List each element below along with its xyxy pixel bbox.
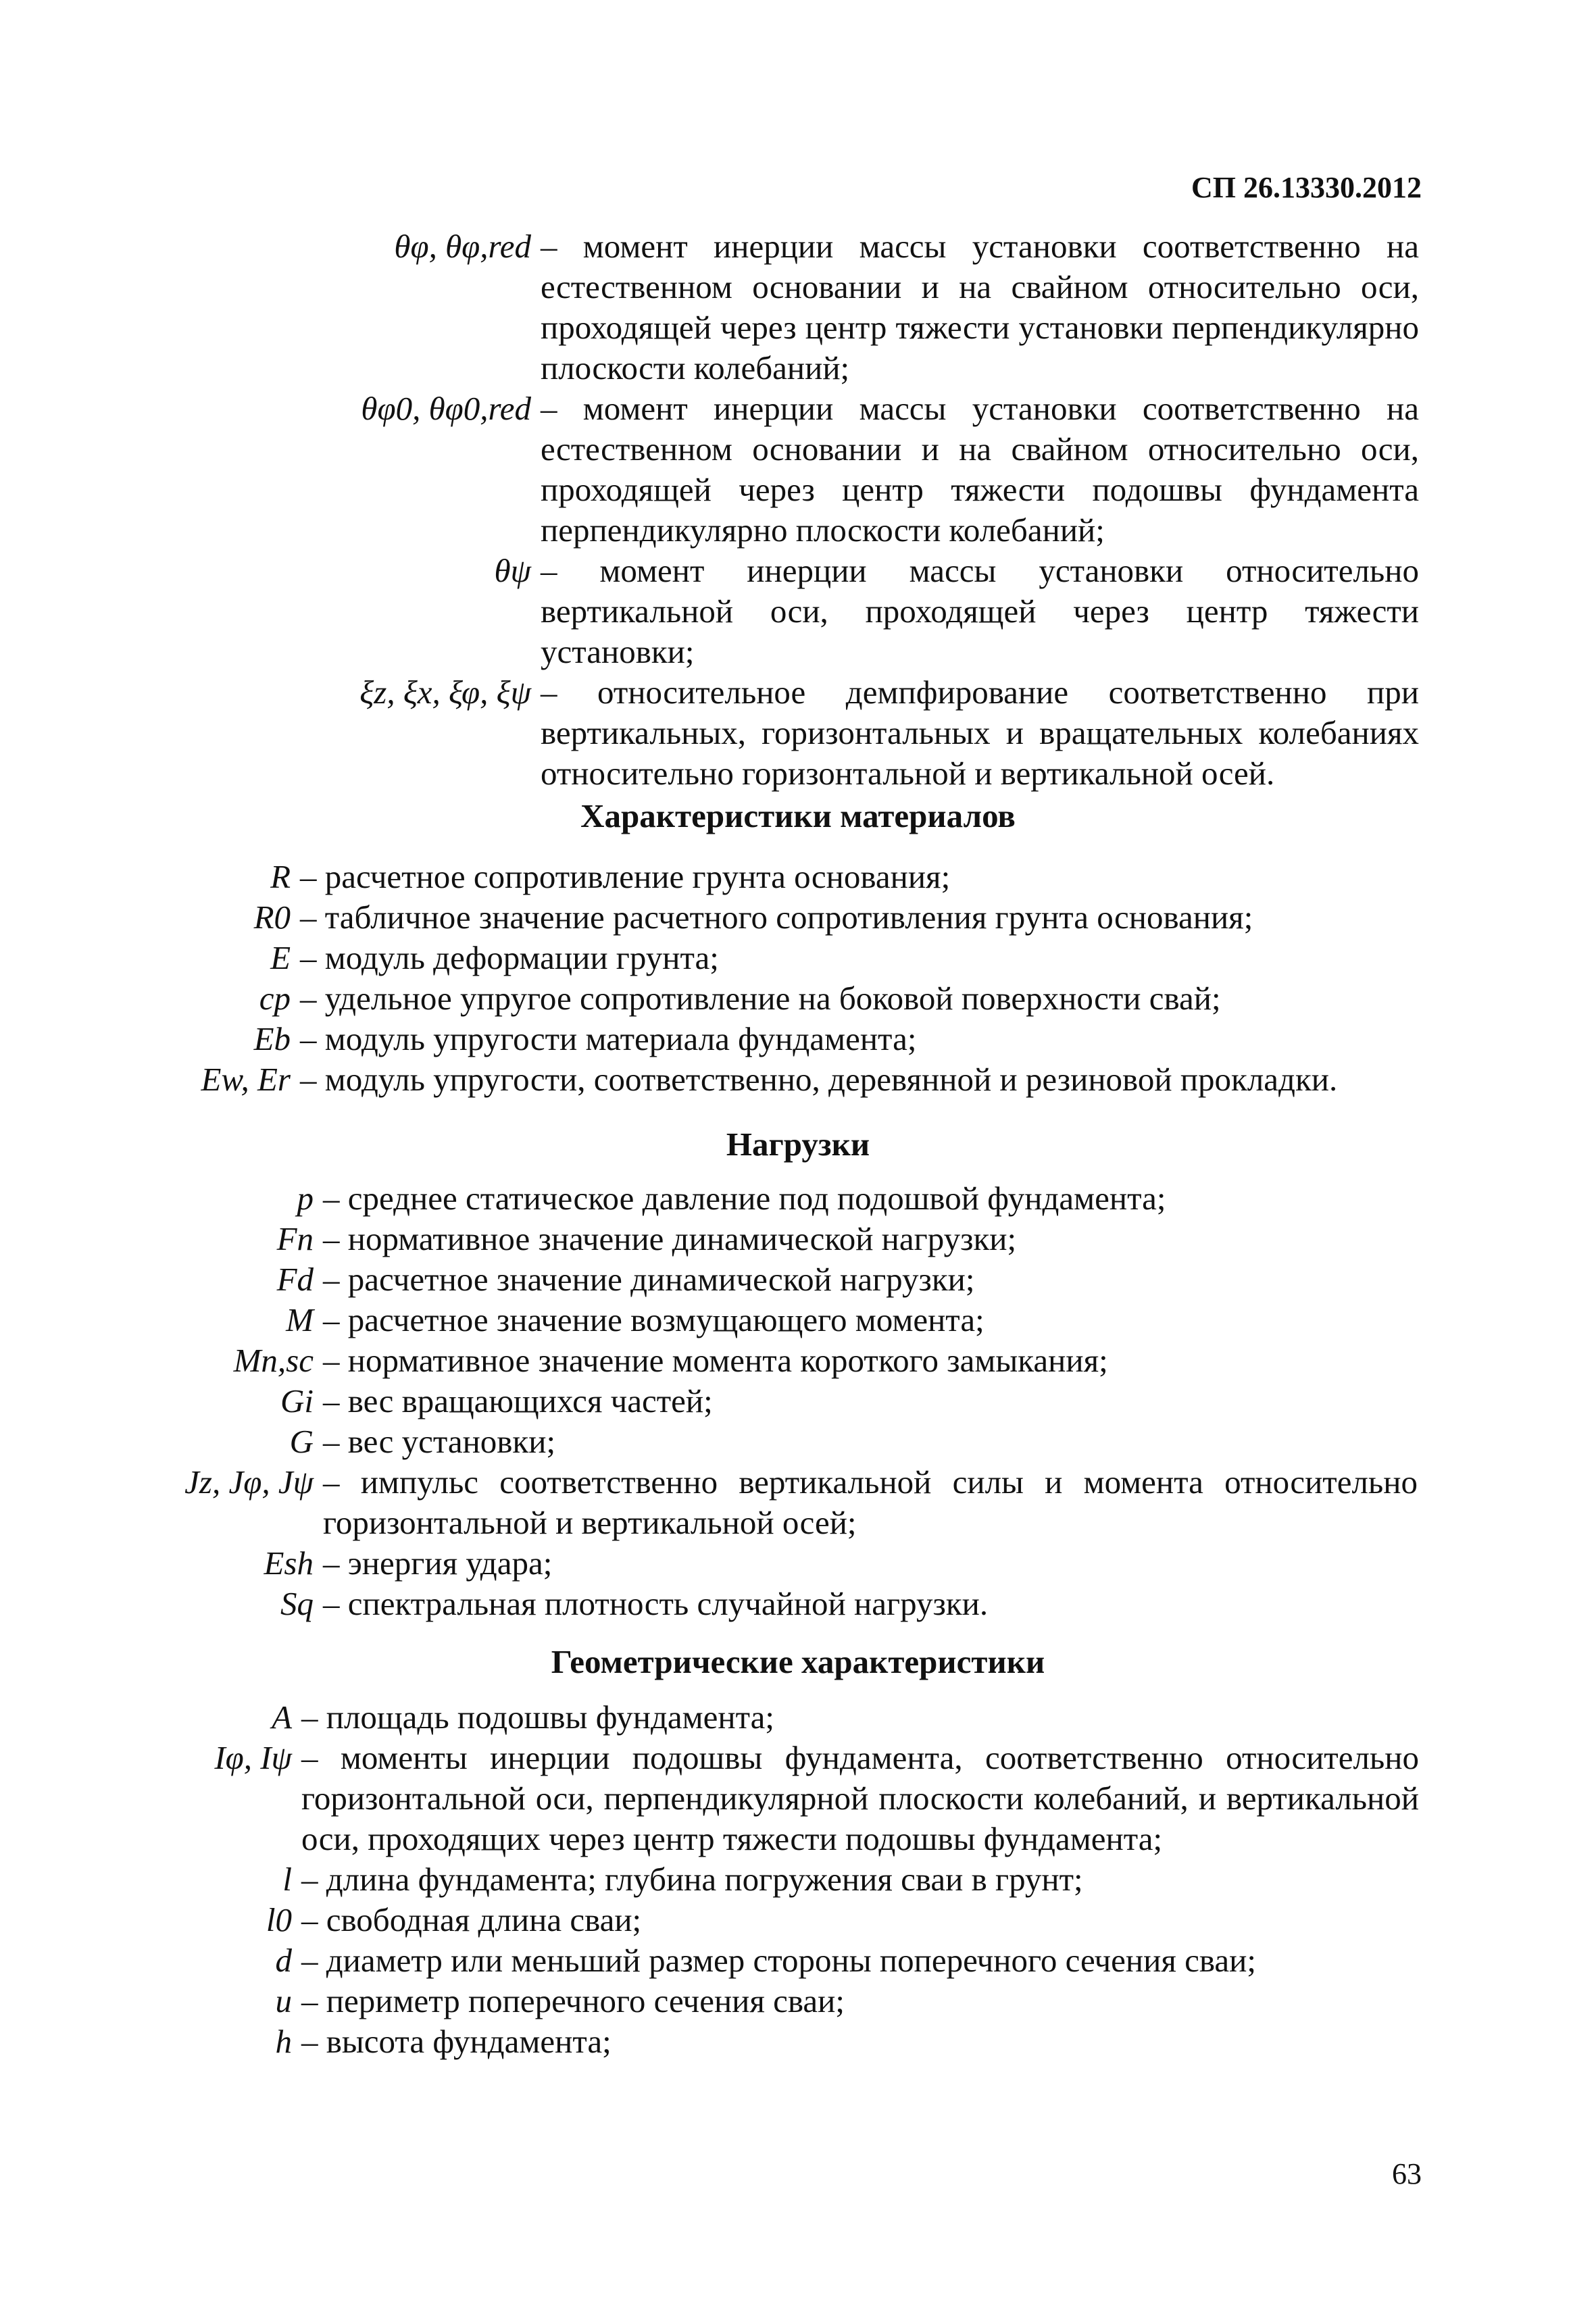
entry-symbol: cp (259, 980, 291, 1017)
entry-definition: – удельное упругое сопротивление на боковой поверхности свай; (300, 980, 1221, 1017)
entry-definition: – табличное значение расчетного сопротивления грунта основания; (300, 899, 1253, 936)
entry-definition: – модуль деформации грунта; (300, 939, 719, 976)
entry-definition: – энергия удара; (323, 1544, 553, 1582)
entry-symbol: Fd (276, 1261, 314, 1298)
list-item (0, 897, 1596, 938)
entry-definition: – свободная длина сваи; (301, 1901, 642, 1938)
entry-symbol: A (272, 1699, 292, 1736)
materials-list (0, 857, 1596, 1100)
list-item (0, 2021, 1596, 2062)
entry-symbol: θφ0, θφ0,red (361, 390, 531, 427)
entry-definition: – расчетное сопротивление грунта основания; (300, 858, 951, 895)
entry-symbol: θψ (494, 552, 531, 589)
entry-symbol: Fn (276, 1220, 314, 1257)
entry-symbol: ξz, ξx, ξφ, ξψ (359, 674, 531, 711)
list-item (0, 1178, 1596, 1219)
list-item (0, 1859, 1596, 1900)
entry-symbol: R (270, 858, 291, 895)
document-code: СП 26.13330.2012 (1191, 171, 1422, 204)
entry-symbol: M (286, 1301, 314, 1338)
entry-symbol: Iφ, Iψ (214, 1739, 292, 1776)
list-item (0, 1462, 1596, 1543)
list-item (0, 1697, 1596, 1738)
entry-definition: – высота фундамента; (301, 2023, 612, 2060)
entry-definition: – модуль упругости, соответственно, деревянной и резиновой прокладки. (300, 1061, 1338, 1098)
list-item (0, 938, 1596, 978)
entry-symbol: θφ, θφ,red (394, 228, 531, 265)
list-item (0, 1543, 1596, 1584)
entry-definition: – расчетное значение динамической нагрузки; (323, 1261, 975, 1298)
entry-definition: – модуль упругости материала фундамента; (300, 1020, 917, 1057)
entry-definition: – вес вращающихся частей; (323, 1382, 713, 1419)
entry-theta-phi0 (0, 388, 1596, 551)
entry-theta-phi (0, 226, 1596, 388)
entry-symbol: Eb (253, 1020, 291, 1057)
entry-symbol: l0 (266, 1901, 292, 1938)
heading-materials: Характеристики материалов (580, 797, 1016, 834)
inertia-group (0, 226, 1596, 794)
entry-definition: – длина фундамента; глубина погружения сваи в грунт; (301, 1861, 1083, 1898)
entry-symbol: R0 (253, 899, 291, 936)
entry-symbol: u (275, 1982, 292, 2019)
loads-list (0, 1178, 1596, 1624)
list-item (0, 1259, 1596, 1300)
entry-symbol: G (289, 1423, 314, 1460)
entry-definition: – расчетное значение возмущающего момента; (323, 1301, 984, 1338)
entry-definition: – моменты инерции подошвы фундамента, соответственно относительно горизонтальной оси, перпендикулярной плоскости колебаний, и вертикальной оси, проходящих через центр тяжести подошвы фундамента; (301, 1739, 1419, 1857)
list-item (0, 1422, 1596, 1462)
entry-symbol: l (282, 1861, 292, 1898)
list-item (0, 1900, 1596, 1940)
list-item (0, 857, 1596, 897)
entry-definition: – нормативное значение момента короткого замыкания; (323, 1342, 1108, 1379)
heading-geometry: Геометрические характеристики (551, 1643, 1045, 1680)
entry-symbol: Gi (280, 1382, 314, 1419)
entry-definition: – момент инерции массы установки соответственно на естественном основании и на свайном относительно оси, проходящей через центр тяжести подошвы фундамента перпендикулярно плоскости колебаний; (541, 390, 1419, 549)
entry-xi (0, 672, 1596, 794)
entry-definition: – спектральная плотность случайной нагрузки. (323, 1585, 989, 1622)
entry-definition: – импульс соответственно вертикальной силы и момента относительно горизонтальной и вертикальной осей; (323, 1463, 1418, 1541)
entry-symbol: Mn,sc (233, 1342, 314, 1379)
list-item (0, 1019, 1596, 1059)
list-item (0, 1584, 1596, 1624)
entry-symbol: Esh (264, 1544, 314, 1582)
list-item (0, 1940, 1596, 1981)
entry-symbol: h (275, 2023, 292, 2060)
list-item (0, 1981, 1596, 2021)
list-item (0, 1381, 1596, 1422)
entry-definition: – диаметр или меньший размер стороны поперечного сечения сваи; (301, 1942, 1256, 1979)
list-item (0, 1059, 1596, 1100)
entry-symbol: d (275, 1942, 292, 1979)
list-item (0, 1340, 1596, 1381)
entry-symbol: Jz, Jφ, Jψ (184, 1463, 314, 1501)
entry-definition: – вес установки; (323, 1423, 556, 1460)
entry-symbol: Ew, Er (201, 1061, 291, 1098)
page-number: 63 (1392, 2157, 1422, 2190)
list-item (0, 978, 1596, 1019)
entry-symbol: E (270, 939, 291, 976)
entry-definition: – площадь подошвы фундамента; (301, 1699, 774, 1736)
entry-symbol: Sq (280, 1585, 314, 1622)
entry-symbol: p (297, 1180, 314, 1217)
entry-definition: – момент инерции массы установки соответственно на естественном основании и на свайном относительно оси, проходящей через центр тяжести установки перпендикулярно плоскости колебаний; (541, 228, 1419, 386)
entry-definition: – относительное демпфирование соответственно при вертикальных, горизонтальных и вращательных колебаниях относительно горизонтальной и вертикальной осей. (541, 674, 1419, 792)
geometry-list (0, 1697, 1596, 2062)
entry-definition: – нормативное значение динамической нагрузки; (323, 1220, 1017, 1257)
list-item (0, 1300, 1596, 1340)
heading-loads: Нагрузки (726, 1126, 870, 1163)
entry-definition: – среднее статическое давление под подошвой фундамента; (323, 1180, 1166, 1217)
entry-theta-psi (0, 551, 1596, 672)
list-item (0, 1738, 1596, 1859)
entry-definition: – момент инерции массы установки относительно вертикальной оси, проходящей через центр тяжести установки; (541, 552, 1419, 670)
entry-definition: – периметр поперечного сечения сваи; (301, 1982, 845, 2019)
list-item (0, 1219, 1596, 1259)
